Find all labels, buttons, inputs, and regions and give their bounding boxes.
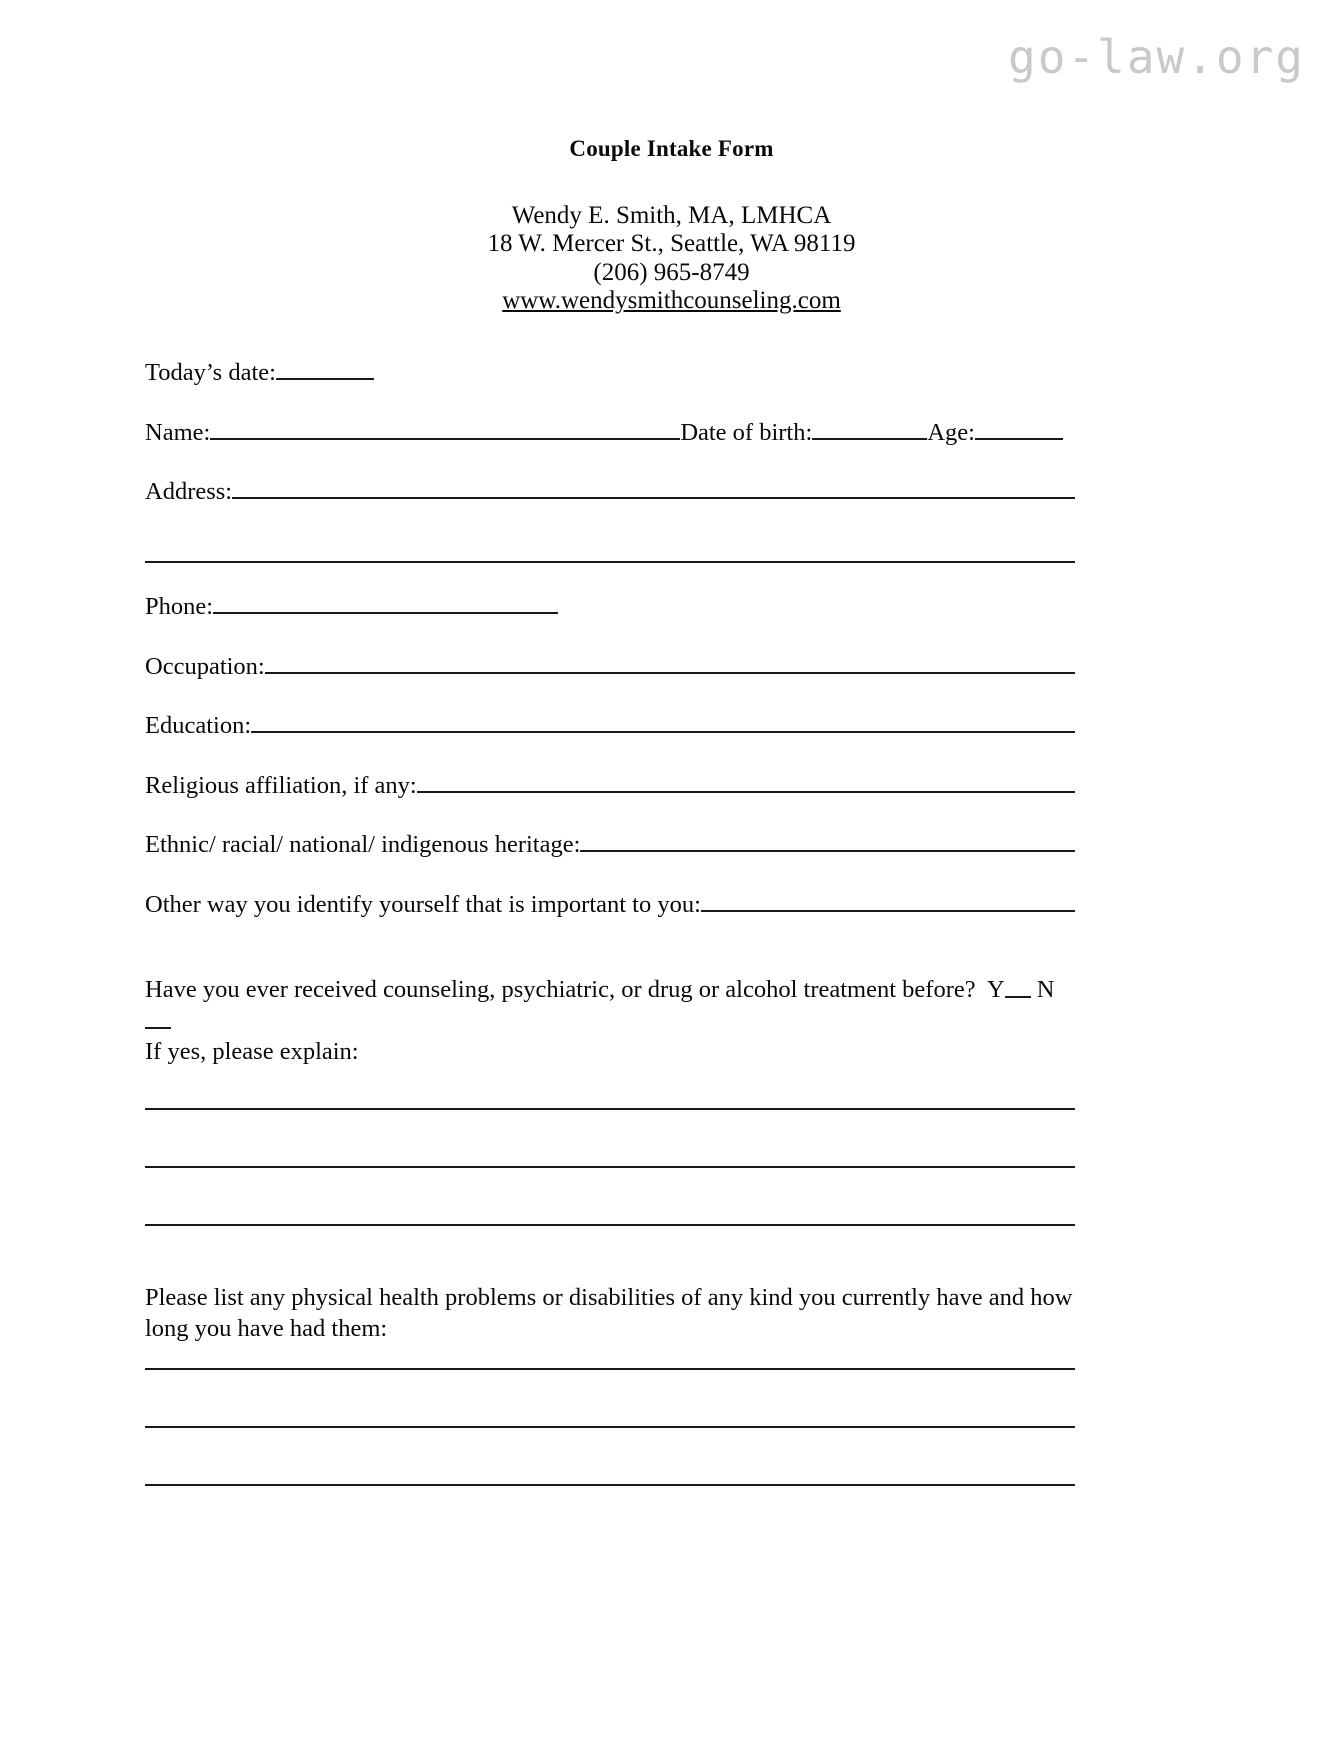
address-input-line2[interactable] — [145, 561, 1075, 563]
page-title: Couple Intake Form — [569, 136, 774, 161]
heritage-label: Ethnic/ racial/ national/ indigenous heritage: — [145, 831, 581, 859]
yes-no-options — [976, 976, 987, 1003]
occupation-input[interactable] — [265, 653, 1075, 674]
clinic-website-link[interactable]: www.wendysmithcounseling.com — [502, 286, 841, 314]
field-other-identity — [145, 890, 1075, 921]
counseling-history-question-block — [145, 974, 1075, 1037]
no-option-blank[interactable] — [145, 1012, 171, 1029]
counseling-history-question-text: Have you ever received counseling, psychiatric, or drug or alcohol treatment before? — [145, 975, 976, 1003]
form-fields — [145, 358, 1075, 1486]
field-education — [145, 711, 1075, 742]
dob-input[interactable] — [812, 419, 927, 440]
spacer — [145, 1344, 1075, 1368]
address-input[interactable] — [232, 478, 1075, 499]
spacer — [145, 1226, 1075, 1282]
education-label: Education: — [145, 712, 252, 740]
field-address-line-2 — [145, 561, 1075, 563]
phone-input[interactable] — [213, 593, 558, 614]
religious-affiliation-label: Religious affiliation, if any: — [145, 771, 417, 799]
name-input[interactable] — [210, 419, 680, 440]
document-header — [0, 136, 1343, 315]
field-heritage — [145, 830, 1075, 861]
education-input[interactable] — [251, 712, 1075, 733]
field-occupation — [145, 652, 1075, 683]
field-health-problems — [145, 1282, 1075, 1345]
spacer — [145, 1110, 1075, 1166]
clinic-address: 18 W. Mercer St., Seattle, WA 98119 — [487, 230, 856, 258]
religious-affiliation-input[interactable] — [417, 772, 1075, 793]
watermark-go-law: go-law.org — [1008, 30, 1305, 84]
no-option-label: N — [1036, 975, 1055, 1003]
heritage-input[interactable] — [580, 831, 1075, 852]
field-address — [145, 477, 1075, 508]
other-identity-input[interactable] — [701, 891, 1075, 912]
health-problems-answer-area — [145, 1368, 1075, 1486]
yes-option-blank[interactable] — [1005, 981, 1031, 998]
yes-option-label: Y — [986, 975, 1005, 1003]
clinic-phone: (206) 965-8749 — [593, 258, 750, 286]
field-name-dob-age — [145, 418, 1075, 449]
spacer — [145, 1428, 1075, 1484]
field-counseling-history — [145, 974, 1075, 1068]
name-label: Name: — [145, 418, 211, 446]
dob-label: Date of birth: — [680, 418, 813, 446]
clinician-name: Wendy E. Smith, MA, LMHCA — [511, 202, 832, 229]
field-religious-affiliation — [145, 771, 1075, 802]
phone-label: Phone: — [145, 592, 214, 620]
spacer — [145, 537, 1075, 561]
counseling-history-answer-area — [145, 1108, 1075, 1226]
age-input[interactable] — [975, 419, 1063, 440]
spacer — [145, 1068, 1075, 1108]
address-label: Address: — [145, 478, 233, 506]
if-yes-explain-label: If yes, please explain: — [145, 1038, 359, 1066]
todays-date-input[interactable] — [276, 359, 374, 380]
other-identity-label: Other way you identify yourself that is important to you: — [145, 891, 701, 918]
spacer — [145, 950, 1075, 974]
todays-date-label: Today’s date: — [145, 359, 276, 386]
spacer — [145, 1168, 1075, 1224]
age-label: Age: — [927, 418, 975, 446]
field-phone — [145, 592, 1075, 623]
spacer — [145, 1370, 1075, 1426]
health-problems-question: Please list any physical health problems or disabilities of any kind you currently have and how long you have had them: — [145, 1283, 1073, 1343]
occupation-label: Occupation: — [145, 652, 265, 680]
answer-line[interactable] — [145, 1484, 1075, 1486]
field-todays-date — [145, 358, 1075, 389]
